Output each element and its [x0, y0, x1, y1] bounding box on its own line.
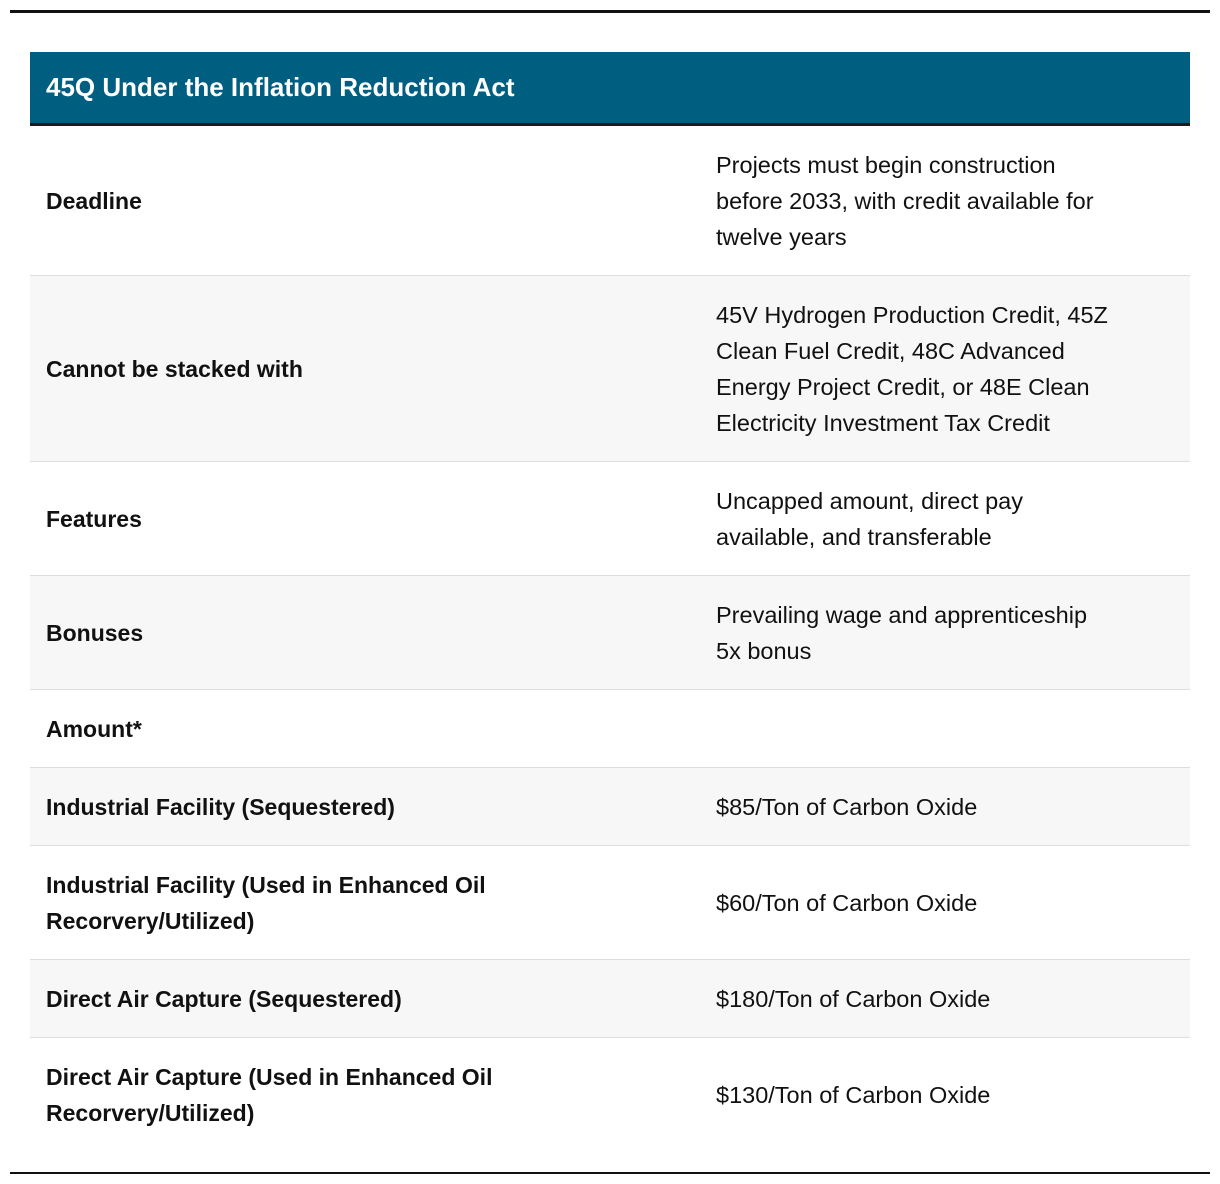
table-row-deadline: [30, 126, 1190, 276]
table-row-industrial-utilized: [30, 846, 1190, 960]
credit-table: [30, 52, 1190, 1152]
row-value: $60/Ton of Carbon Oxide: [716, 889, 978, 916]
row-label: Industrial Facility (Used in Enhanced Oil Recorvery/Utilized): [46, 871, 486, 934]
table-header: [30, 52, 1190, 126]
row-label: Direct Air Capture (Used in Enhanced Oil Recorvery/Utilized): [46, 1064, 493, 1126]
row-label: Bonuses: [46, 619, 144, 646]
row-label: Features: [46, 505, 142, 532]
row-value: Projects must begin construction before 2033, with credit available for twelve years: [716, 151, 1094, 250]
table-row-industrial-sequestered: [30, 768, 1190, 846]
row-label: Industrial Facility (Sequestered): [46, 793, 395, 820]
table-row-bonuses: [30, 576, 1190, 690]
row-value: 45V Hydrogen Production Credit, 45Z Clean Fuel Credit, 48C Advanced Energy Project Credit, or 48E Clean Electricity Investment Tax Credit: [716, 301, 1108, 436]
table-title: 45Q Under the Inflation Reduction Act: [46, 72, 515, 102]
table-row-dac-sequestered: [30, 960, 1190, 1038]
table-row-dac-utilized: [30, 1038, 1190, 1152]
row-value: $85/Ton of Carbon Oxide: [716, 793, 978, 820]
row-value: Uncapped amount, direct pay available, and transferable: [716, 487, 1023, 550]
row-value: $130/Ton of Carbon Oxide: [716, 1082, 991, 1108]
row-label: Amount*: [46, 715, 142, 742]
table-row-amount: [30, 690, 1190, 768]
row-label: Direct Air Capture (Sequestered): [46, 985, 402, 1012]
top-rule: [10, 10, 1210, 13]
row-label: Deadline: [46, 187, 142, 214]
row-label: Cannot be stacked with: [46, 355, 303, 382]
row-value: Prevailing wage and apprenticeship 5x bonus: [716, 601, 1088, 664]
table-row-features: [30, 462, 1190, 576]
table-row-stacking: [30, 276, 1190, 462]
row-value: $180/Ton of Carbon Oxide: [716, 985, 991, 1012]
bottom-rule: [10, 1172, 1210, 1174]
